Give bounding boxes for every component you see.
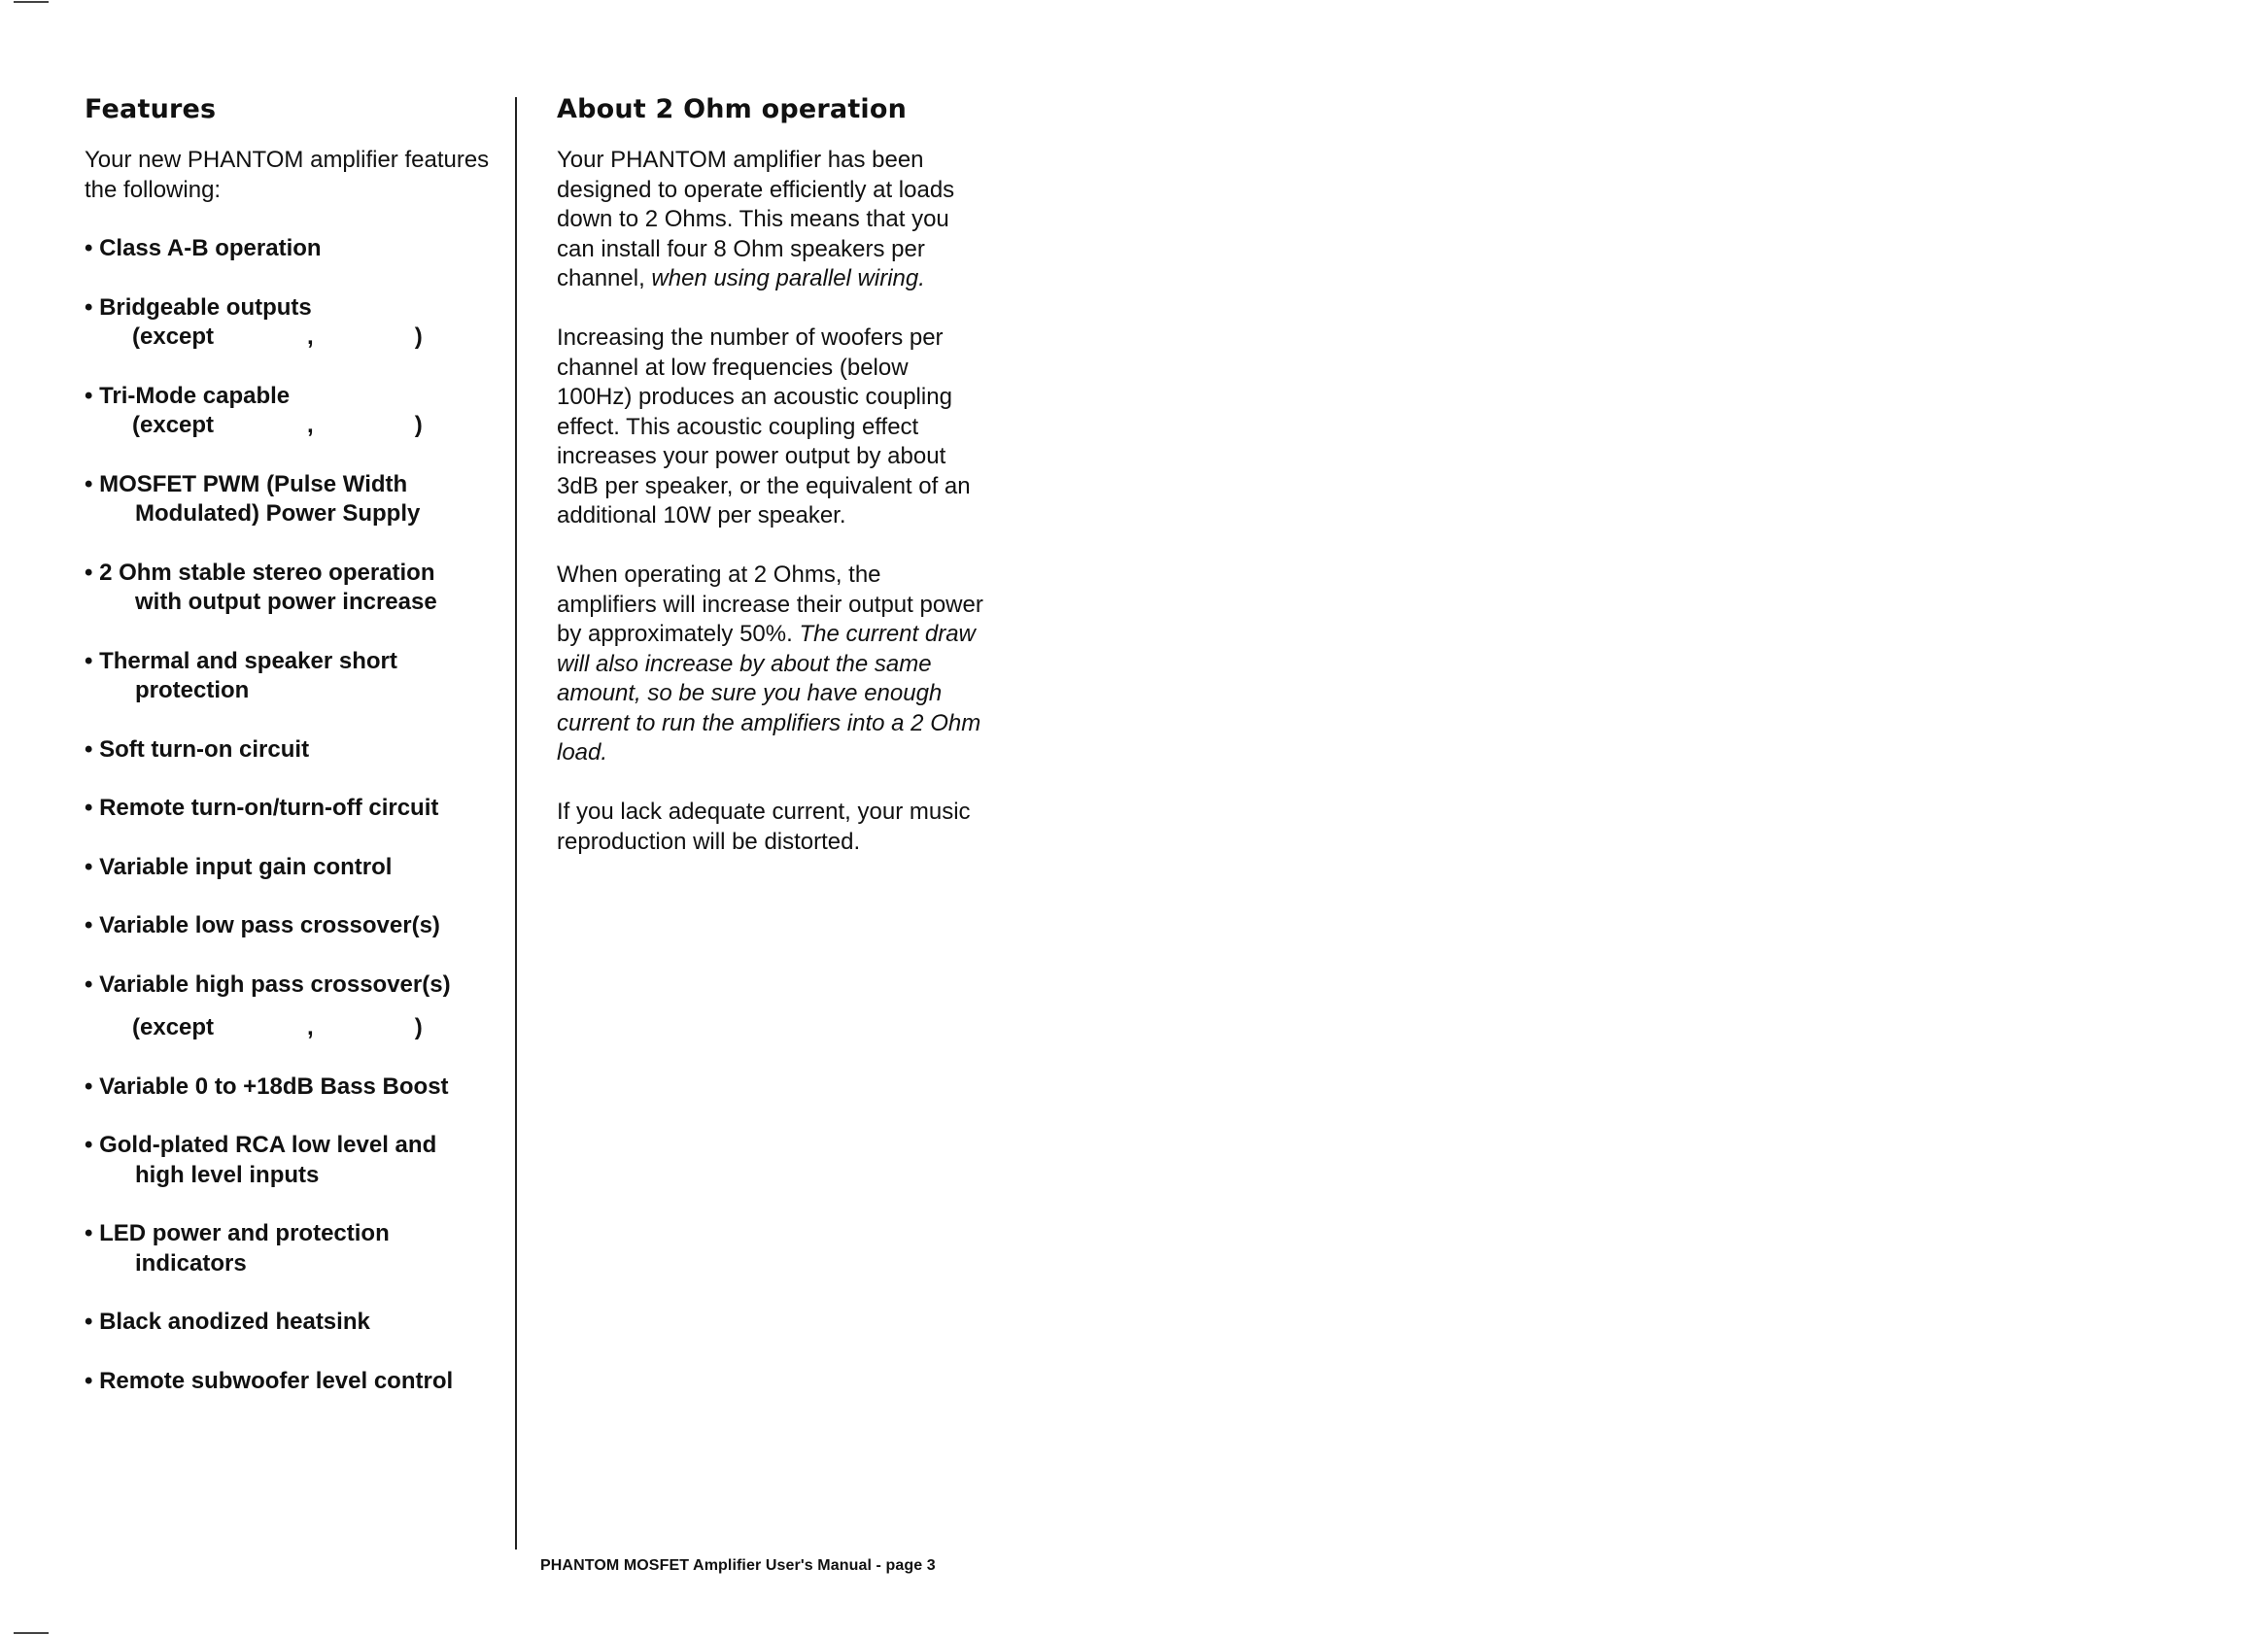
bullet: • [85,647,93,674]
feature-text-continued: Modulated) Power Supply [135,500,421,527]
bullet: • [85,912,93,938]
bullet: • [85,293,93,321]
feature-item [85,1131,502,1190]
bullet: • [85,559,93,586]
bullet: • [85,971,93,998]
about-p1-text: Your PHANTOM amplifier has been designed to operate efficiently at loads down to 2 Ohms. This means that you can install four 8 Ohm speakers per channel, [557,147,955,291]
feature-item [85,1219,502,1278]
feature-text: Black anodized heatsink [99,1309,370,1335]
crop-mark-bottom [14,1632,49,1634]
feature-text: MOSFET PWM (Pulse Width [99,470,408,497]
feature-item [85,559,502,618]
except-comma: , [307,1014,314,1040]
except-comma: , [307,324,314,350]
feature-exception [102,1013,502,1043]
feature-item [85,470,502,529]
except-close: ) [414,1014,423,1040]
feature-item [85,293,502,353]
except-comma: , [307,412,314,438]
column-divider [515,97,517,1550]
feature-text: 2 Ohm stable stereo operation [99,559,435,586]
bullet: • [85,1220,93,1246]
feature-text-continued: high level inputs [135,1161,320,1188]
feature-item [85,735,502,766]
feature-text: Remote subwoofer level control [99,1367,454,1394]
feature-text: Gold-plated RCA low level and [99,1132,437,1158]
except-close: ) [414,324,423,350]
about-heading: About 2 Ohm operation [557,94,908,124]
bullet: • [85,853,93,880]
feature-text: Remote turn-on/turn-off circuit [99,795,439,821]
bullet: • [85,382,93,409]
except-word: (except [132,412,215,438]
except-word: (except [132,1014,215,1040]
feature-text: Thermal and speaker short [99,647,397,674]
feature-item [85,647,502,706]
about-p3-text: When operating at 2 Ohms, the amplifiers will increase their output power by approximately 50%. [557,562,983,647]
about-paragraph-1 [557,146,984,294]
feature-text: LED power and protection [99,1220,390,1246]
feature-item [85,1308,502,1338]
feature-exception [102,323,502,353]
except-word: (except [132,324,215,350]
bullet: • [85,235,93,261]
bullet: • [85,795,93,821]
feature-item [85,382,502,441]
feature-item [85,971,502,1043]
feature-item [85,1073,502,1103]
feature-item [85,853,502,883]
about-paragraph-3 [557,561,984,768]
feature-item [85,794,502,824]
bullet: • [85,1309,93,1335]
feature-item [85,911,502,941]
feature-text: Variable input gain control [99,853,393,880]
about-paragraph-4: If you lack adequate current, your music reproduction will be distorted. [557,799,971,855]
features-intro: Your new PHANTOM amplifier features the following: [85,147,490,203]
feature-text-continued: with output power increase [135,589,437,615]
about-p3-italic: The current draw will also increase by about the same amount, so be sure you have enough current to run the amplifiers into a 2 Ohm load. [557,621,981,766]
bullet: • [85,1073,93,1100]
bullet: • [85,735,93,763]
bullet: • [85,470,93,497]
about-column [557,91,984,887]
feature-item [85,1367,502,1397]
feature-text-continued: protection [135,677,250,703]
feature-item [85,234,502,264]
feature-exception [102,411,502,441]
crop-mark-top [14,1,49,3]
bullet: • [85,1132,93,1158]
feature-text: Variable low pass crossover(s) [99,912,440,938]
about-p1-italic: when using parallel wiring. [651,265,925,291]
feature-text: Soft turn-on circuit [99,735,310,763]
except-close: ) [414,412,423,438]
features-heading: Features [85,94,217,124]
feature-text: Class A-B operation [99,235,322,261]
features-column [85,91,502,1425]
bullet: • [85,1367,93,1394]
feature-text-continued: indicators [135,1249,247,1277]
feature-text: Variable high pass crossover(s) [99,971,451,998]
feature-text: Variable 0 to +18dB Bass Boost [99,1073,449,1100]
page-footer: PHANTOM MOSFET Amplifier User's Manual - page 3 [540,1557,936,1574]
feature-text: Bridgeable outputs [99,293,312,321]
about-paragraph-2: Increasing the number of woofers per channel at low frequencies (below 100Hz) produces an acoustic coupling effect. This acoustic coupling effect increases your power output by about 3dB per speaker, or the equivalent of an additional 10W per speaker. [557,324,971,528]
feature-text: Tri-Mode capable [99,382,291,409]
feature-list [85,234,502,1396]
